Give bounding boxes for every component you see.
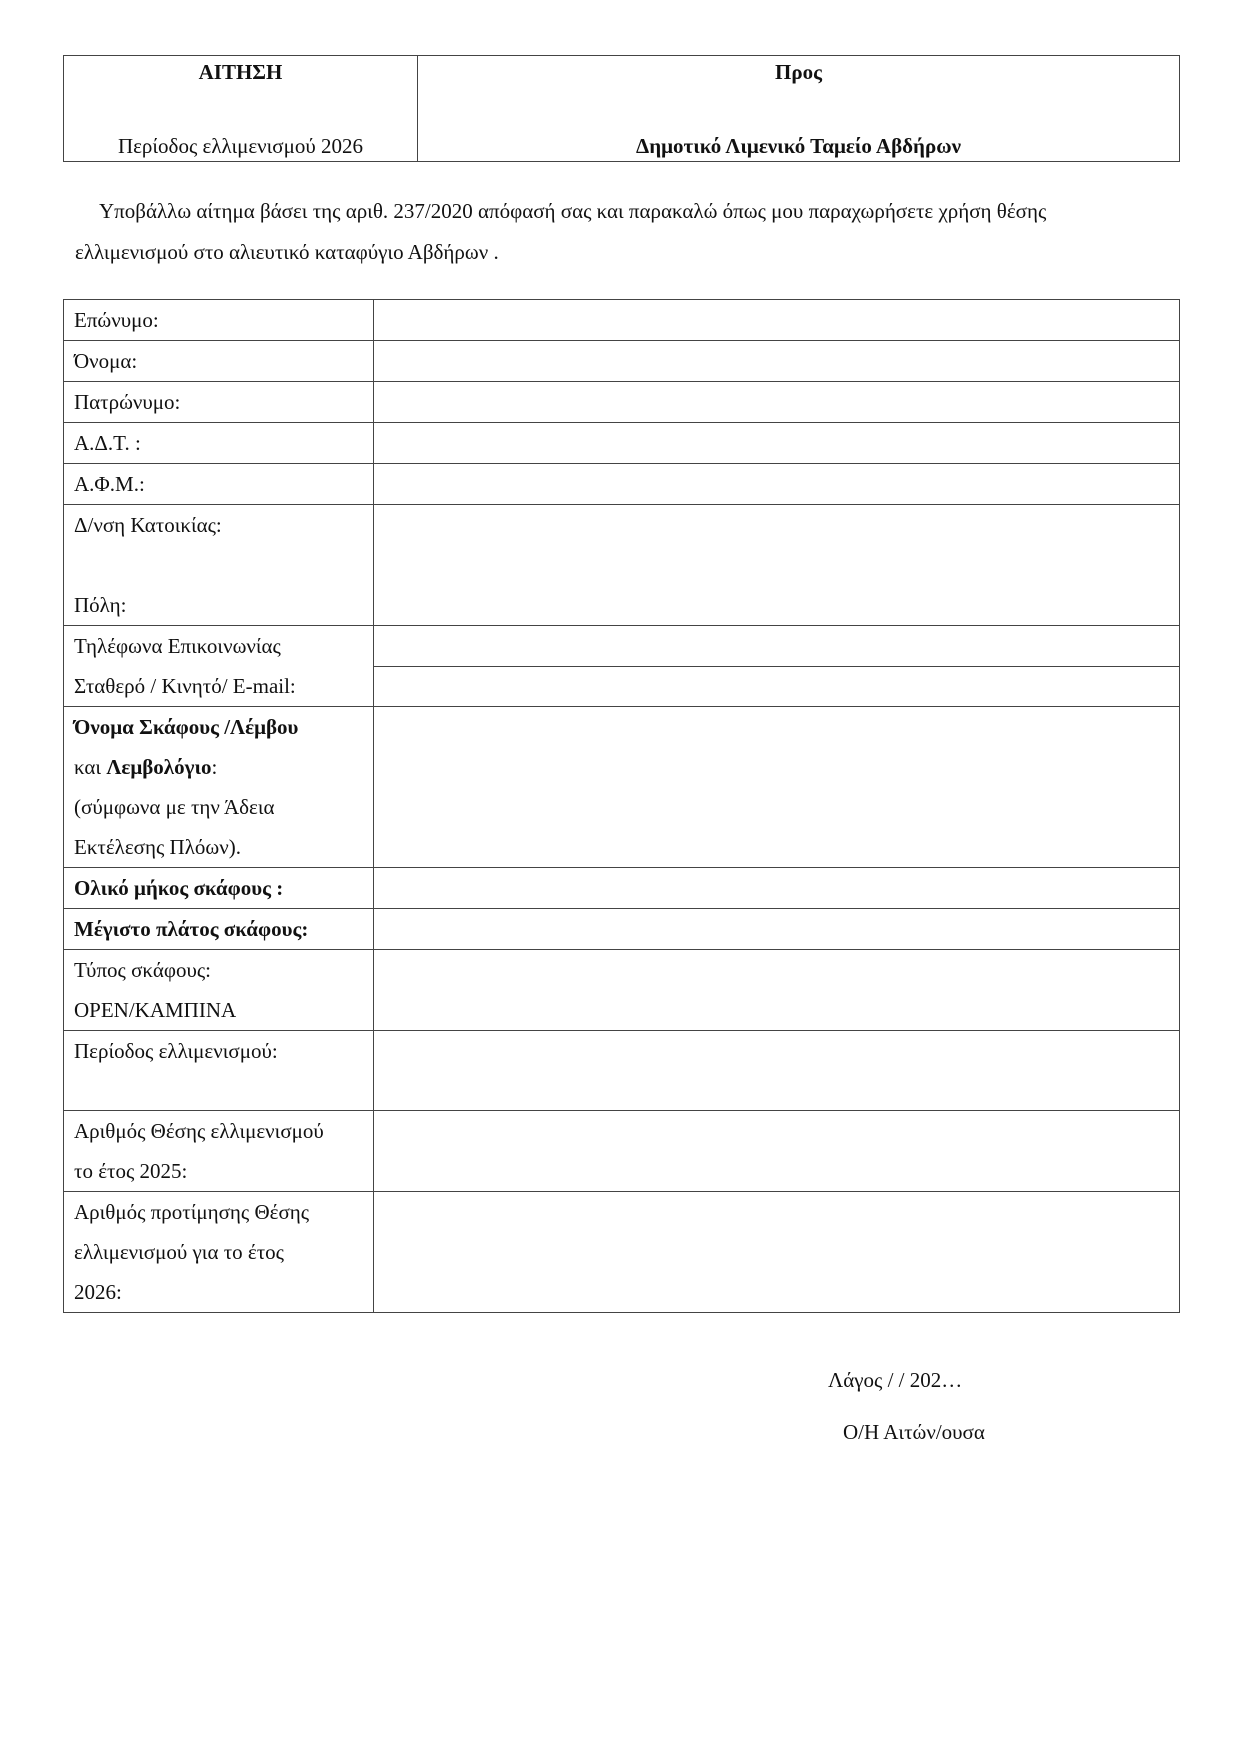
intro-paragraph xyxy=(75,191,1175,273)
vessel-and-text: και xyxy=(74,755,107,779)
surname-label: Επώνυμο: xyxy=(64,300,374,341)
vessel-note-1: (σύμφωνα με την Άδεια xyxy=(74,795,275,819)
id-card-label: Α.Δ.Τ. : xyxy=(64,423,374,464)
total-length-label: Ολικό μήκος σκάφους : xyxy=(74,876,284,900)
total-length-field[interactable] xyxy=(374,868,1180,909)
application-form-table xyxy=(63,299,1180,1313)
recipient-name: Δημοτικό Λιμενικό Ταμείο Αβδήρων xyxy=(636,134,961,158)
address-label-cell xyxy=(64,505,374,626)
tax-id-field[interactable] xyxy=(374,464,1180,505)
applicant-signature-label: Ο/Η Αιτών/ουσα xyxy=(843,1420,985,1444)
name-label: Όνομα: xyxy=(64,341,374,382)
mooring-period-field[interactable] xyxy=(374,1031,1180,1111)
vessel-type-label-cell xyxy=(64,950,374,1031)
intro-line-1: Υποβάλλω αίτημα βάσει της αριθ. 237/2020 απόφασή σας και παρακαλώ όπως μου παραχωρήσετε χρήση θέσης xyxy=(99,199,1047,223)
application-title: ΑΙΤΗΣΗ xyxy=(198,60,283,84)
address-label: Δ/νση Κατοικίας: xyxy=(74,513,222,537)
total-length-label-cell xyxy=(64,868,374,909)
mobile-email-field[interactable] xyxy=(374,666,1179,707)
surname-field[interactable] xyxy=(374,300,1180,341)
phones-label-cell xyxy=(64,626,374,707)
max-width-field[interactable] xyxy=(374,909,1180,950)
fathers-name-label: Πατρώνυμο: xyxy=(64,382,374,423)
recipient-label: Προς xyxy=(775,60,822,84)
vessel-name-field[interactable] xyxy=(374,707,1180,868)
name-field[interactable] xyxy=(374,341,1180,382)
position-2025-field[interactable] xyxy=(374,1111,1180,1192)
phones-types-label: Σταθερό / Κινητό/ E-mail: xyxy=(74,674,296,698)
vessel-colon: : xyxy=(211,755,218,779)
header-right-cell xyxy=(418,56,1180,162)
vessel-name-label: Όνομα Σκάφους /Λέμβου xyxy=(74,715,299,739)
place-date-line: Λάγος / / 202… xyxy=(828,1368,963,1392)
mooring-period-heading: Περίοδος ελλιμενισμού 2026 xyxy=(117,134,364,158)
max-width-label-cell xyxy=(64,909,374,950)
address-field[interactable] xyxy=(374,505,1180,626)
phones-label: Τηλέφωνα Επικοινωνίας xyxy=(74,634,281,658)
vessel-name-label-cell xyxy=(64,707,374,868)
position-2025-label-cell xyxy=(64,1111,374,1192)
city-label: Πόλη: xyxy=(74,593,127,617)
position-2025-label: Αριθμός Θέσης ελλιμενισμού xyxy=(74,1119,324,1143)
fathers-name-field[interactable] xyxy=(374,382,1180,423)
max-width-label: Μέγιστο πλάτος σκάφους: xyxy=(74,917,309,941)
vessel-registry-label: Λεμβολόγιο xyxy=(106,755,212,779)
vessel-note-2: Εκτέλεσης Πλόων). xyxy=(74,835,241,859)
preferred-position-label-2: ελλιμενισμού για το έτος xyxy=(74,1240,284,1264)
vessel-type-options: OPEN/ΚΑΜΠΙΝΑ xyxy=(74,998,237,1022)
preferred-position-year: 2026: xyxy=(74,1280,122,1304)
tax-id-label: Α.Φ.Μ.: xyxy=(64,464,374,505)
header-left-cell xyxy=(64,56,418,162)
preferred-position-field[interactable] xyxy=(374,1192,1180,1313)
mooring-period-label: Περίοδος ελλιμενισμού: xyxy=(64,1031,374,1111)
header-table xyxy=(63,55,1180,162)
id-card-field[interactable] xyxy=(374,423,1180,464)
intro-line-2: ελλιμενισμού στο αλιευτικό καταφύγιο Αβδήρων . xyxy=(75,240,499,264)
phone-field[interactable] xyxy=(374,626,1179,666)
vessel-type-label: Τύπος σκάφους: xyxy=(74,958,212,982)
vessel-type-field[interactable] xyxy=(374,950,1180,1031)
preferred-position-label-cell xyxy=(64,1192,374,1313)
phones-field-cell xyxy=(374,626,1180,707)
position-2025-year: το έτος 2025: xyxy=(74,1159,188,1183)
preferred-position-label: Αριθμός προτίμησης Θέσης xyxy=(74,1200,310,1224)
